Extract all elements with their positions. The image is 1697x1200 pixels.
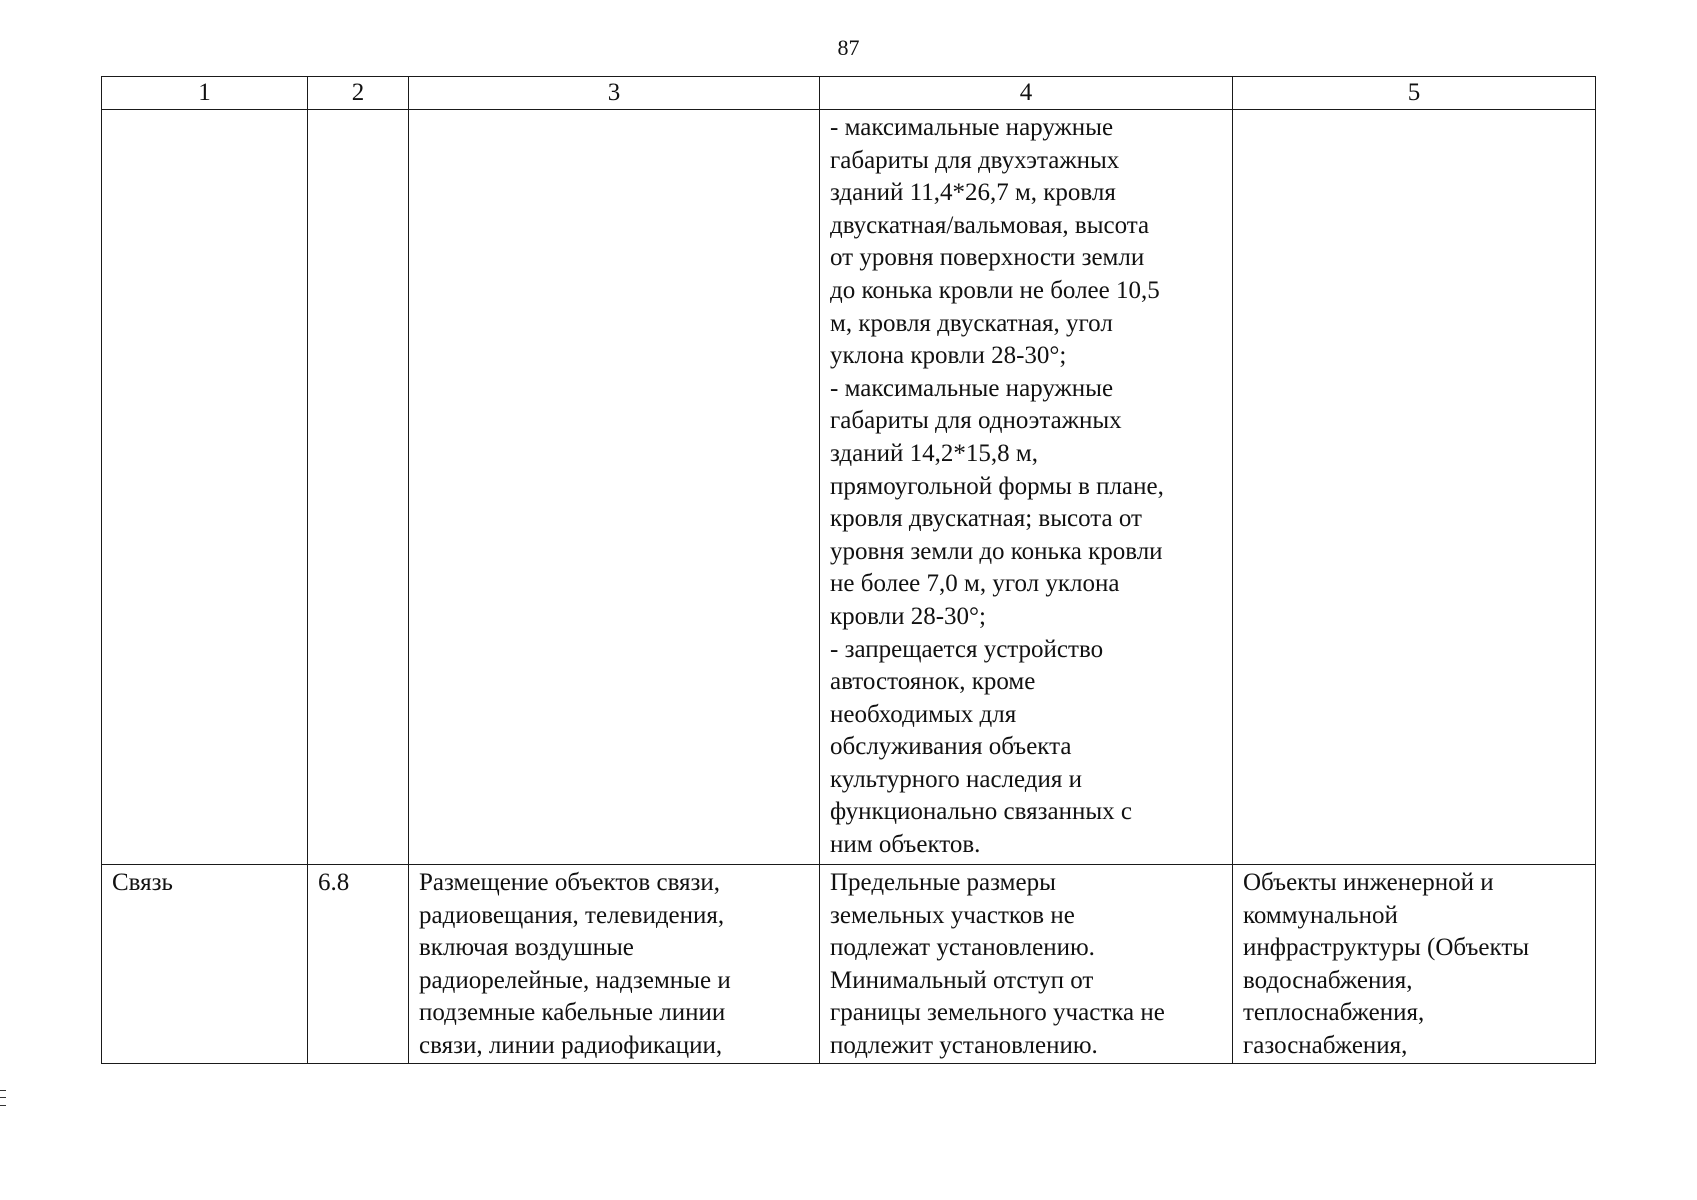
header-col-2: 2 bbox=[308, 77, 409, 110]
cell-code bbox=[308, 110, 409, 865]
header-col-3: 3 bbox=[409, 77, 820, 110]
cell-use-name: Связь bbox=[102, 865, 308, 1064]
cell-code: 6.8 bbox=[308, 865, 409, 1064]
cell-auxiliary-uses bbox=[1233, 110, 1596, 865]
table-row bbox=[102, 110, 1596, 865]
page-number: 87 bbox=[837, 35, 860, 60]
table-header-row bbox=[102, 77, 1596, 110]
cell-auxiliary-uses: Объекты инженерной и коммунальной инфраструктуры (Объекты водоснабжения, теплоснабжения, газоснабжения, bbox=[1233, 865, 1596, 1064]
cell-description: Размещение объектов связи, радиовещания, телевидения, включая воздушные радиорелейные, надземные и подземные кабельные линии связи, линии радиофикации, bbox=[409, 865, 820, 1064]
cell-parameters: Предельные размеры земельных участков не подлежат установлению. Минимальный отступ от границы земельного участка не подлежит установлению. bbox=[820, 865, 1233, 1064]
cell-parameters: - максимальные наружные габариты для двухэтажных зданий 11,4*26,7 м, кровля двускатная/вальмовая, высота от уровня поверхности земли до конька кровли не более 10,5 м, кровля двускатная, угол уклона кровли 28-30°; - максимальные наружные габариты для одноэтажных зданий 14,2*15,8 м, прямоугольной формы в плане, кровля двускатная; высота от уровня земли до конька кровли не более 7,0 м, угол уклона кровли 28-30°; - запрещается устройство автостоянок, кроме необходимых для обслуживания объекта культурного наследия и функционально связанных с ним объектов. bbox=[820, 110, 1233, 865]
margin-scan-mark bbox=[0, 1090, 6, 1106]
header-col-4: 4 bbox=[820, 77, 1233, 110]
header-col-1: 1 bbox=[102, 77, 308, 110]
table-row bbox=[102, 865, 1596, 1064]
regulations-table bbox=[101, 76, 1596, 1064]
cell-use-name bbox=[102, 110, 308, 865]
cell-description bbox=[409, 110, 820, 865]
header-col-5: 5 bbox=[1233, 77, 1596, 110]
